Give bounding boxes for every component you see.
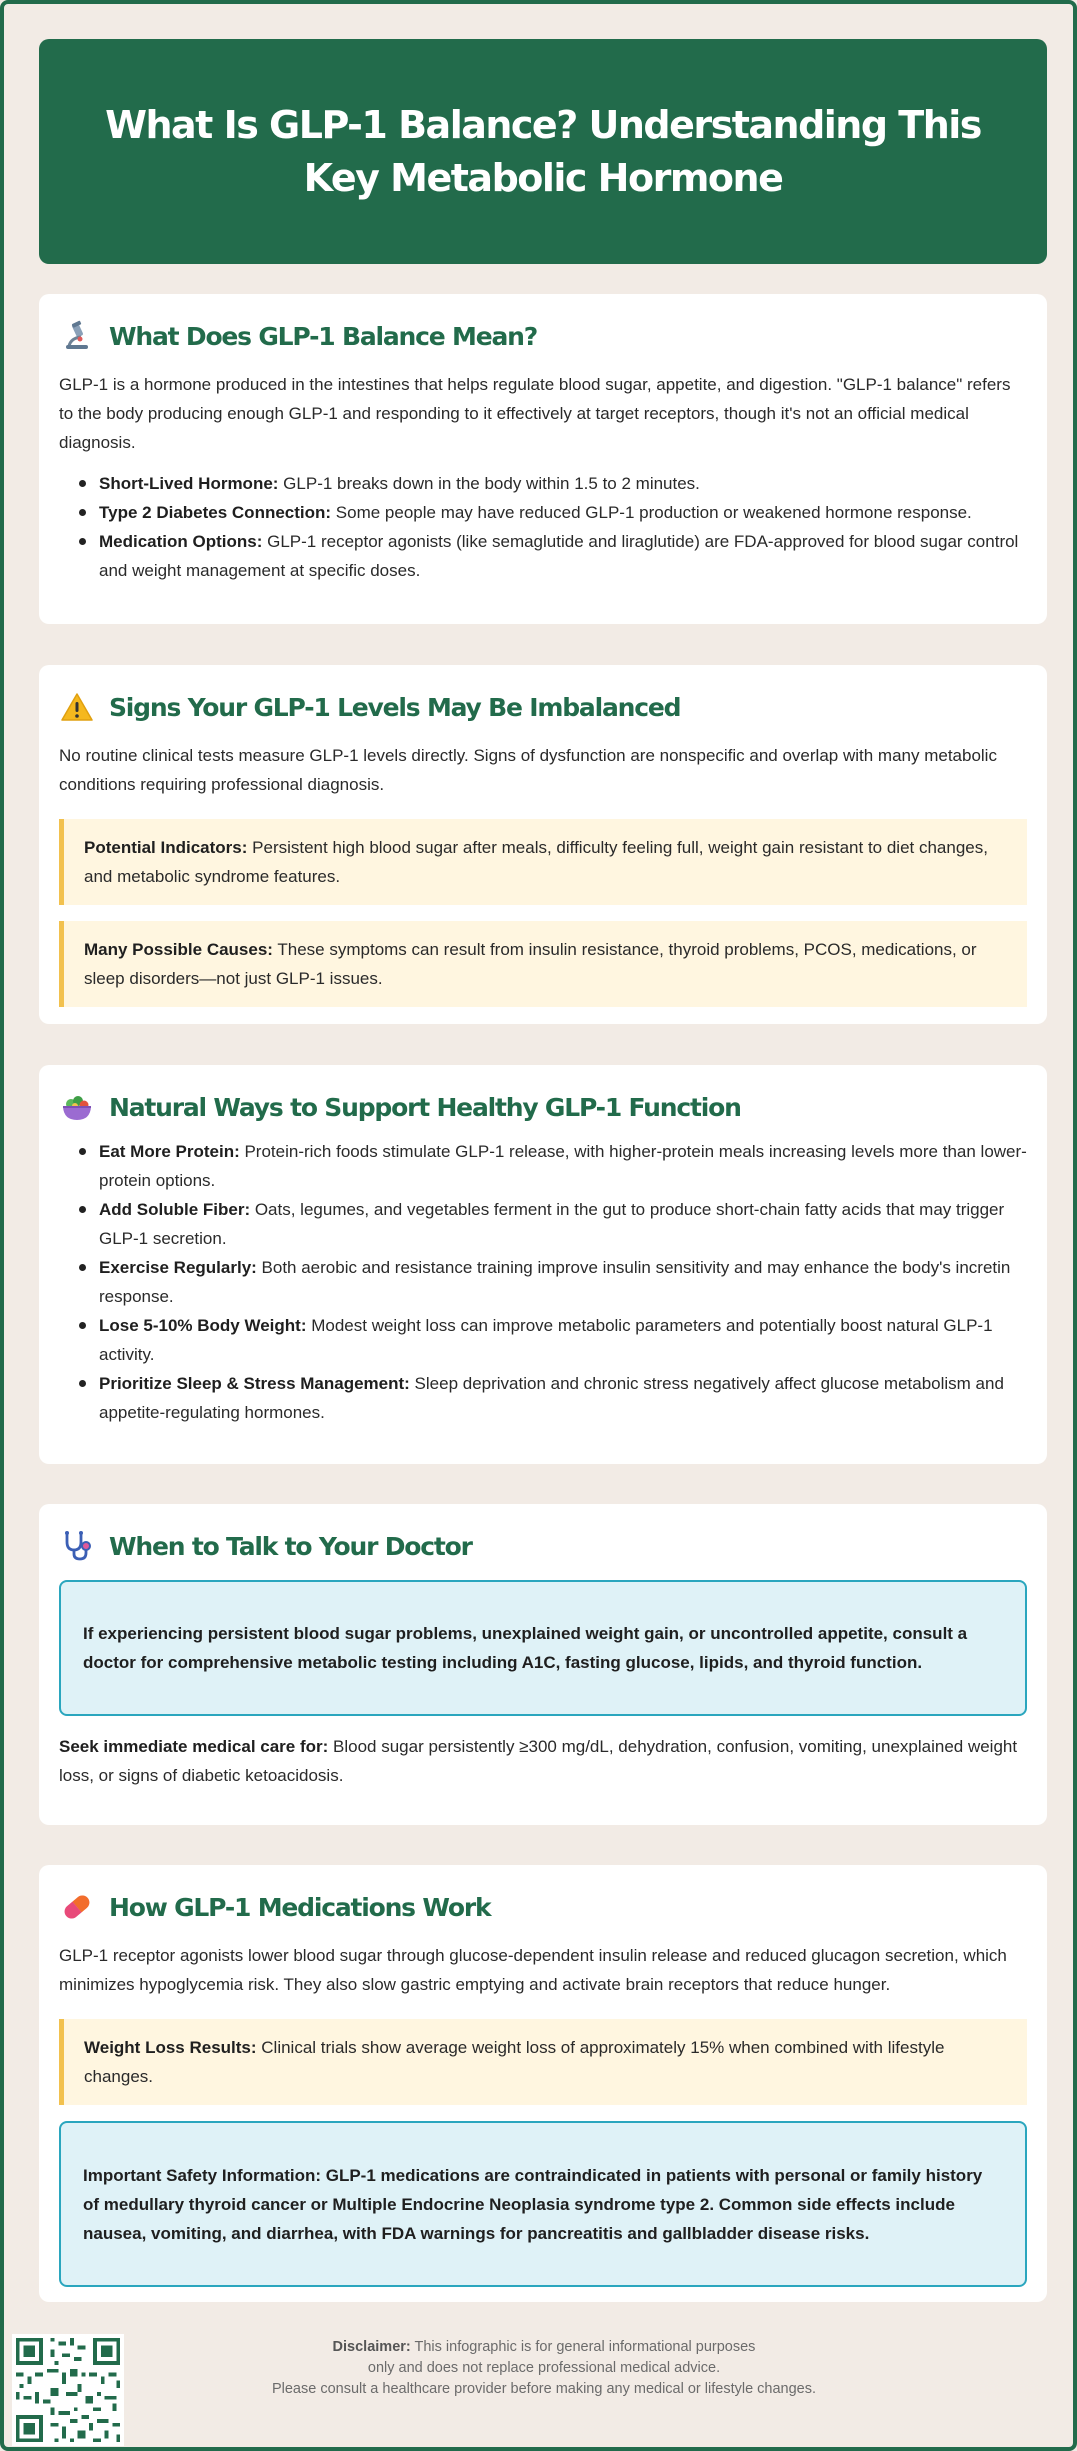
tips-list xyxy=(59,1137,1027,1427)
warning-icon xyxy=(59,689,95,725)
list-item: Exercise Regularly: Both aerobic and resistance training improve insulin sensitivity and may enhance the body's incretin response. xyxy=(79,1253,1027,1311)
section-talk-to-doctor xyxy=(39,1504,1047,1825)
urgent-care-text: Seek immediate medical care for: Blood sugar persistently ≥300 mg/dL, dehydration, confusion, vomiting, unexplained weight loss, or signs of diabetic ketoacidosis. xyxy=(59,1737,1018,1785)
list-item: Prioritize Sleep & Stress Management: Sleep deprivation and chronic stress negatively affect glucose metabolism and appetite-regulating hormones. xyxy=(79,1369,1027,1427)
list-item: Short-Lived Hormone: GLP-1 breaks down in the body within 1.5 to 2 minutes. xyxy=(79,469,1027,498)
section-intro: GLP-1 is a hormone produced in the intestines that helps regulate blood sugar, appetite, and digestion. "GLP-1 balance" refers to the body producing enough GLP-1 and responding to it effectively at target receptors, though it's not an official medical diagnosis. xyxy=(59,375,1011,452)
section-title: When to Talk to Your Doctor xyxy=(109,1531,472,1561)
microscope-icon xyxy=(59,318,95,354)
section-intro: No routine clinical tests measure GLP-1 levels directly. Signs of dysfunction are nonspecific and overlap with many metabolic conditions requiring professional diagnosis. xyxy=(59,746,997,794)
callout-note: Many Possible Causes: These symptoms can result from insulin resistance, thyroid problems, PCOS, medications, or sleep disorders—not just GLP-1 issues. xyxy=(59,921,1027,1007)
section-header xyxy=(59,318,1027,354)
section-title: Signs Your GLP-1 Levels May Be Imbalanced xyxy=(109,692,681,722)
section-intro: GLP-1 receptor agonists lower blood sugar through glucose-dependent insulin release and reduced glucagon secretion, which minimizes hypoglycemia risk. They also slow gastric emptying and activate brain receptors that reduce hunger. xyxy=(59,1946,1007,1994)
list-item: Medication Options: GLP-1 receptor agonists (like semaglutide and liraglutide) are FDA-approved for blood sugar control and weight management at specific doses. xyxy=(79,527,1027,585)
callout-note: Potential Indicators: Persistent high blood sugar after meals, difficulty feeling full, weight gain resistant to diet changes, and metabolic syndrome features. xyxy=(59,819,1027,905)
list-item: Lose 5-10% Body Weight: Modest weight loss can improve metabolic parameters and potentially boost natural GLP-1 activity. xyxy=(79,1311,1027,1369)
list-item: Type 2 Diabetes Connection: Some people may have reduced GLP-1 production or weakened hormone response. xyxy=(79,498,1027,527)
doctor-alert-box: If experiencing persistent blood sugar problems, unexplained weight gain, or uncontrolled appetite, consult a doctor for comprehensive metabolic testing including A1C, fasting glucose, lipids, and thyroid function. xyxy=(59,1580,1027,1716)
section-title: What Does GLP-1 Balance Mean? xyxy=(109,321,538,351)
section-header xyxy=(59,689,1027,725)
safety-alert-box: Important Safety Information: GLP-1 medications are contraindicated in patients with personal or family history of medullary thyroid cancer or Multiple Endocrine Neoplasia syndrome type 2. Common side effects include nausea, vomiting, and diarrhea, with FDA warnings for pancreatitis and gallbladder disease risks. xyxy=(59,2121,1027,2287)
fact-list xyxy=(59,469,1027,585)
section-header xyxy=(59,1528,1027,1564)
section-what-is-balance xyxy=(39,294,1047,624)
page-title: What Is GLP-1 Balance? Understanding This Key Metabolic Hormone xyxy=(105,102,981,200)
qr-code-icon xyxy=(12,2334,124,2446)
callout-note: Weight Loss Results: Clinical trials show average weight loss of approximately 15% when combined with lifestyle changes. xyxy=(59,2019,1027,2105)
section-natural-support xyxy=(39,1065,1047,1464)
salad-bowl-icon xyxy=(59,1089,95,1125)
disclaimer: Disclaimer: This infographic is for general informational purposes only and does not replace professional medical advice. Please consult a healthcare provider before making any medical or lifestyle changes. xyxy=(271,2339,817,2397)
section-header xyxy=(59,1889,1027,1925)
stethoscope-icon xyxy=(59,1528,95,1564)
section-signs-imbalance xyxy=(39,665,1047,1024)
section-title: How GLP-1 Medications Work xyxy=(109,1892,491,1922)
section-title: Natural Ways to Support Healthy GLP-1 Function xyxy=(109,1092,741,1122)
header-banner xyxy=(39,39,1047,264)
list-item: Add Soluble Fiber: Oats, legumes, and vegetables ferment in the gut to produce short-chain fatty acids that may trigger GLP-1 secretion. xyxy=(79,1195,1027,1253)
section-medications xyxy=(39,1865,1047,2302)
pill-icon xyxy=(59,1889,95,1925)
list-item: Eat More Protein: Protein-rich foods stimulate GLP-1 release, with higher-protein meals increasing levels more than lower-protein options. xyxy=(79,1137,1027,1195)
section-header xyxy=(59,1089,1027,1125)
